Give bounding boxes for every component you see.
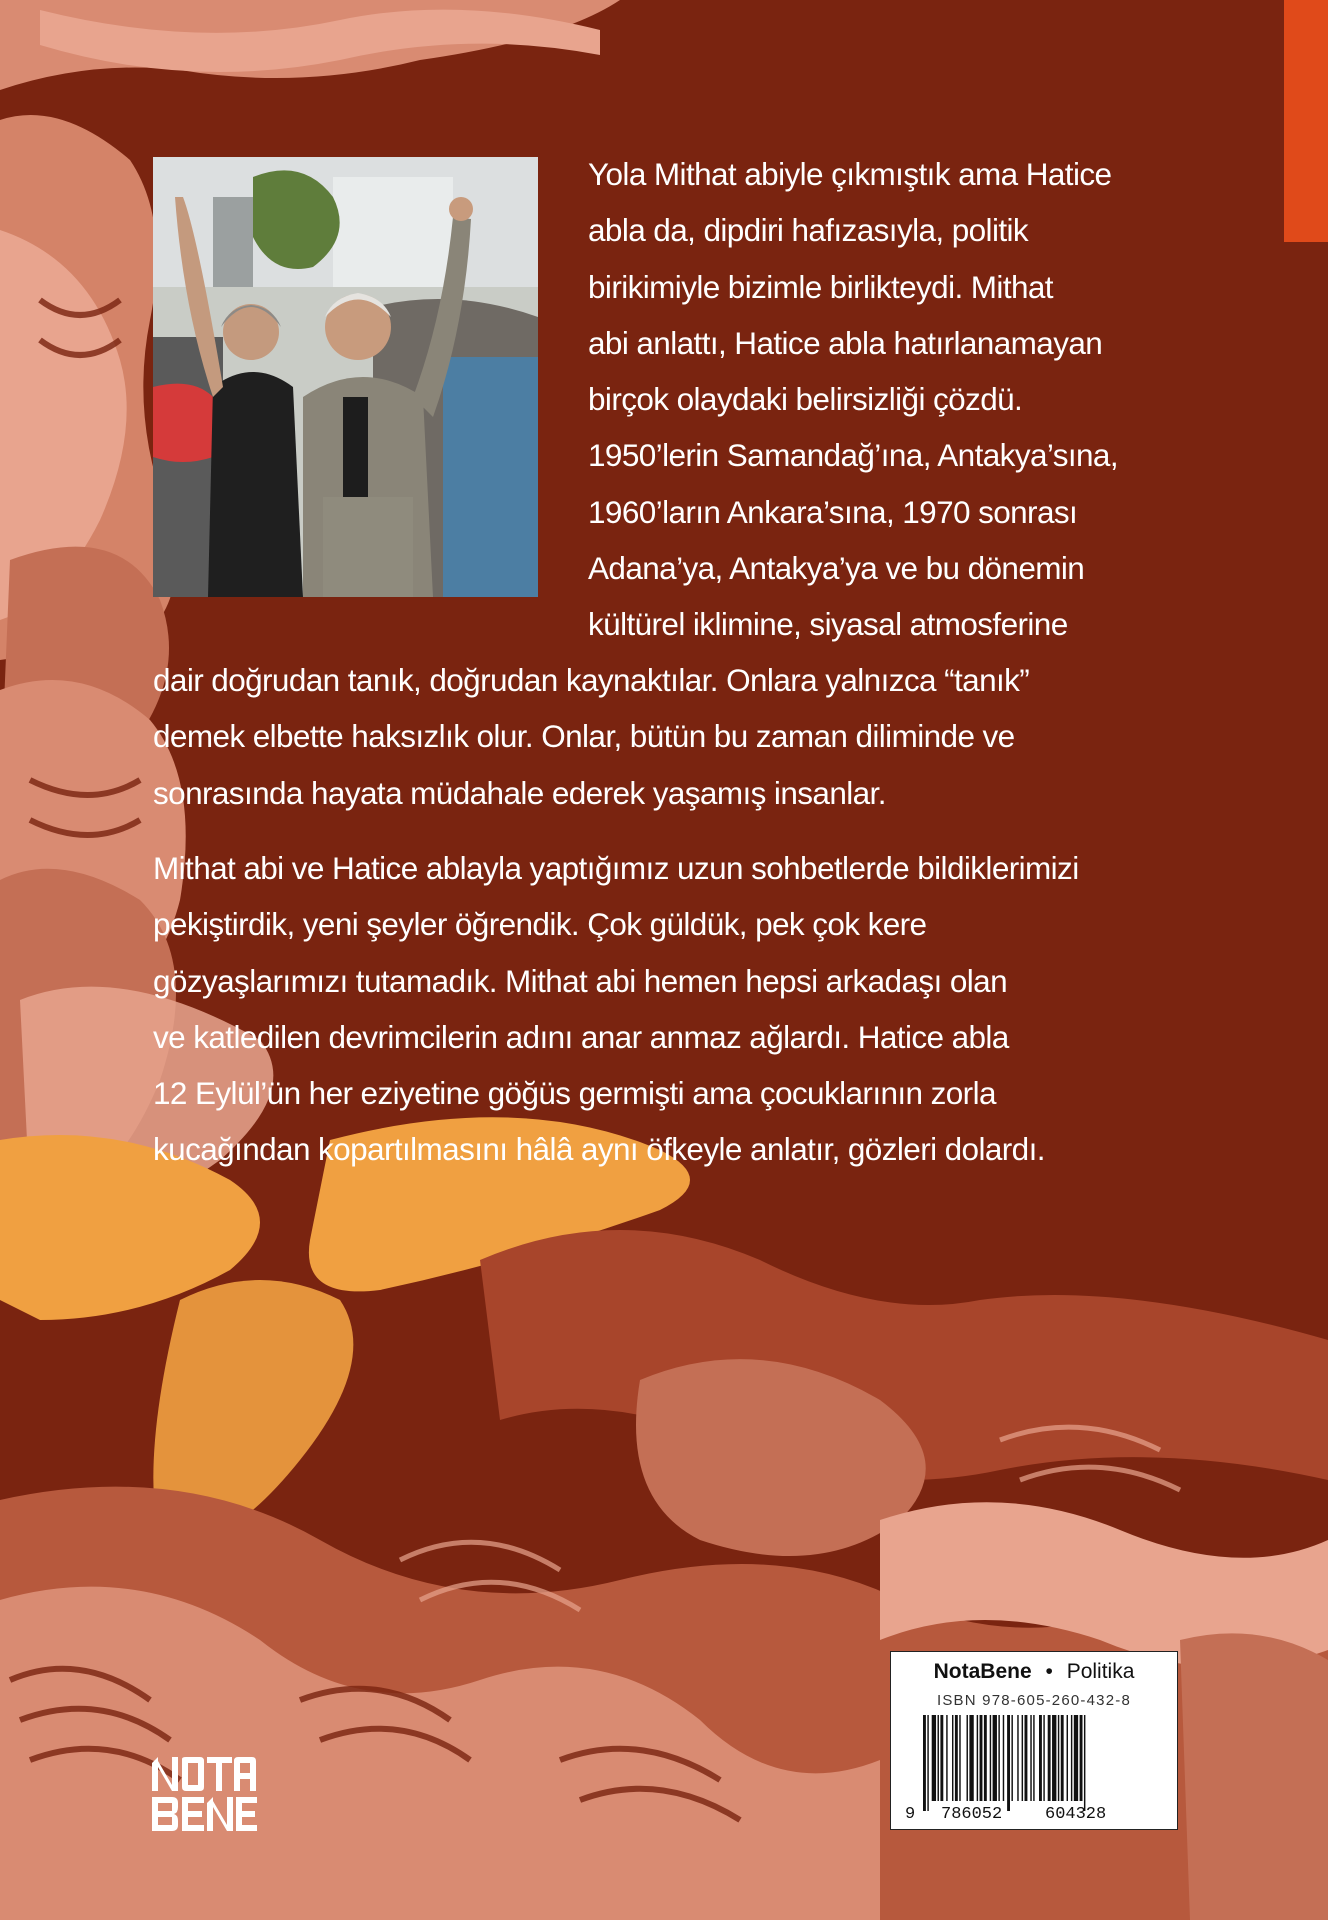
barcode-bar (1067, 1715, 1068, 1801)
continuation-line: sonrasında hayata müdahale ederek yaşamış insanlar. (153, 774, 886, 811)
barcode-bar (969, 1715, 973, 1801)
isbn-number: ISBN 978-605-260-432-8 (936, 1692, 1131, 1709)
barcode-bar (1039, 1715, 1042, 1801)
publisher-name: NotaBene (933, 1660, 1032, 1683)
barcode-digit-lead: 9 (905, 1805, 916, 1824)
barcode-bars (923, 1715, 1143, 1811)
barcode-bar (993, 1715, 997, 1801)
continuation-line: dair doğrudan tanık, doğrudan kaynaktılar. Onlara yalnızca “tanık” (153, 662, 1030, 698)
barcode-bar (946, 1715, 947, 1801)
barcode-bar (938, 1715, 939, 1801)
barcode-bar (1084, 1715, 1085, 1811)
barcode-bar (967, 1715, 968, 1801)
barcode-bar (1022, 1715, 1023, 1801)
barcode-bar (1033, 1715, 1034, 1801)
intro-line: birçok olaydaki belirsizliği çözdü. (588, 381, 1023, 418)
barcode-bar (1048, 1715, 1051, 1801)
barcode-bar (977, 1715, 978, 1801)
barcode-bar (1025, 1715, 1028, 1801)
intro-line: Adana’ya, Antakya’ya ve bu dönemin (588, 550, 1085, 587)
barcode-bar (940, 1715, 943, 1801)
barcode-bar (1030, 1715, 1031, 1801)
second-paragraph-line: kucağından kopartılmasını hâlâ aynı öfkeyle anlatır, gözleri dolardı. (153, 1131, 1045, 1168)
intro-line: Yola Mithat abiyle çıkmıştık ama Hatice (588, 156, 1112, 192)
barcode-bar (1061, 1715, 1064, 1801)
second-paragraph-line: 12 Eylül’ün her eziyetine göğüs germişti ama çocuklarının zorla (153, 1075, 996, 1112)
intro-line: 1950’lerin Samandağ’ına, Antakya’sına, (588, 437, 1119, 474)
barcode-bar (932, 1715, 936, 1801)
second-paragraph-line: Mithat abi ve Hatice ablayla yaptığımız uzun sohbetlerde bildiklerimizi (153, 850, 1079, 886)
barcode-bar (1003, 1715, 1004, 1801)
intro-paragraph-continuation (153, 652, 1173, 821)
barcode-bar (1052, 1715, 1056, 1801)
barcode-bar (927, 1715, 928, 1811)
second-paragraph-line: pekiştirdik, yeni şeyler öğrendik. Çok güldük, pek çok kere (153, 906, 927, 943)
barcode-header (891, 1660, 1177, 1684)
barcode-bar (1043, 1715, 1044, 1801)
barcode-bar (980, 1715, 983, 1801)
second-paragraph-line: ve katledilen devrimcilerin adını anar anmaz ağlardı. Hatice abla (153, 1018, 1009, 1055)
barcode-bar (952, 1715, 953, 1801)
barcode-bar (1074, 1715, 1078, 1801)
barcode-bar (1017, 1715, 1018, 1801)
author-photo-illustration (153, 157, 538, 597)
intro-line: birikimiyle bizimle birlikteydi. Mithat (588, 268, 1053, 305)
spine-accent-tab (1284, 0, 1328, 242)
barcode-bar (959, 1715, 960, 1801)
barcode-bar (1080, 1715, 1083, 1801)
intro-line: abi anlattı, Hatice abla hatırlanamayan (588, 324, 1103, 361)
barcode-digit-left-group: 786052 (941, 1805, 1003, 1824)
intro-line: 1960’ların Ankara’sına, 1970 sonrası (588, 493, 1078, 530)
barcode-digit-right-group: 604328 (1045, 1805, 1107, 1824)
barcode-bar (990, 1715, 991, 1801)
separator-dot: • (1045, 1660, 1053, 1683)
barcode-bar (998, 1715, 999, 1801)
second-paragraph (153, 840, 1173, 1178)
isbn-barcode-panel (890, 1651, 1178, 1830)
author-photo (153, 157, 538, 597)
intro-paragraph (588, 146, 1188, 653)
barcode-bar (984, 1715, 987, 1801)
series-name: Politika (1066, 1660, 1135, 1683)
barcode-bar (1058, 1715, 1059, 1801)
continuation-line: demek elbette haksızlık olur. Onlar, bütün bu zaman diliminde ve (153, 718, 1015, 755)
second-paragraph-line: gözyaşlarımızı tutamadık. Mithat abi hemen hepsi arkadaşı olan (153, 962, 1007, 999)
publisher-logo (152, 1757, 257, 1831)
intro-line: abla da, dipdiri hafızasıyla, politik (588, 212, 1029, 249)
barcode-bar (923, 1715, 926, 1811)
intro-line: kültürel iklimine, siyasal atmosferine (588, 606, 1068, 643)
barcode-bar (1007, 1715, 1010, 1811)
barcode-bar (955, 1715, 958, 1801)
barcode-bar (1071, 1715, 1072, 1801)
nota-bene-logo-icon (152, 1757, 257, 1831)
barcode-bar (1011, 1715, 1012, 1801)
